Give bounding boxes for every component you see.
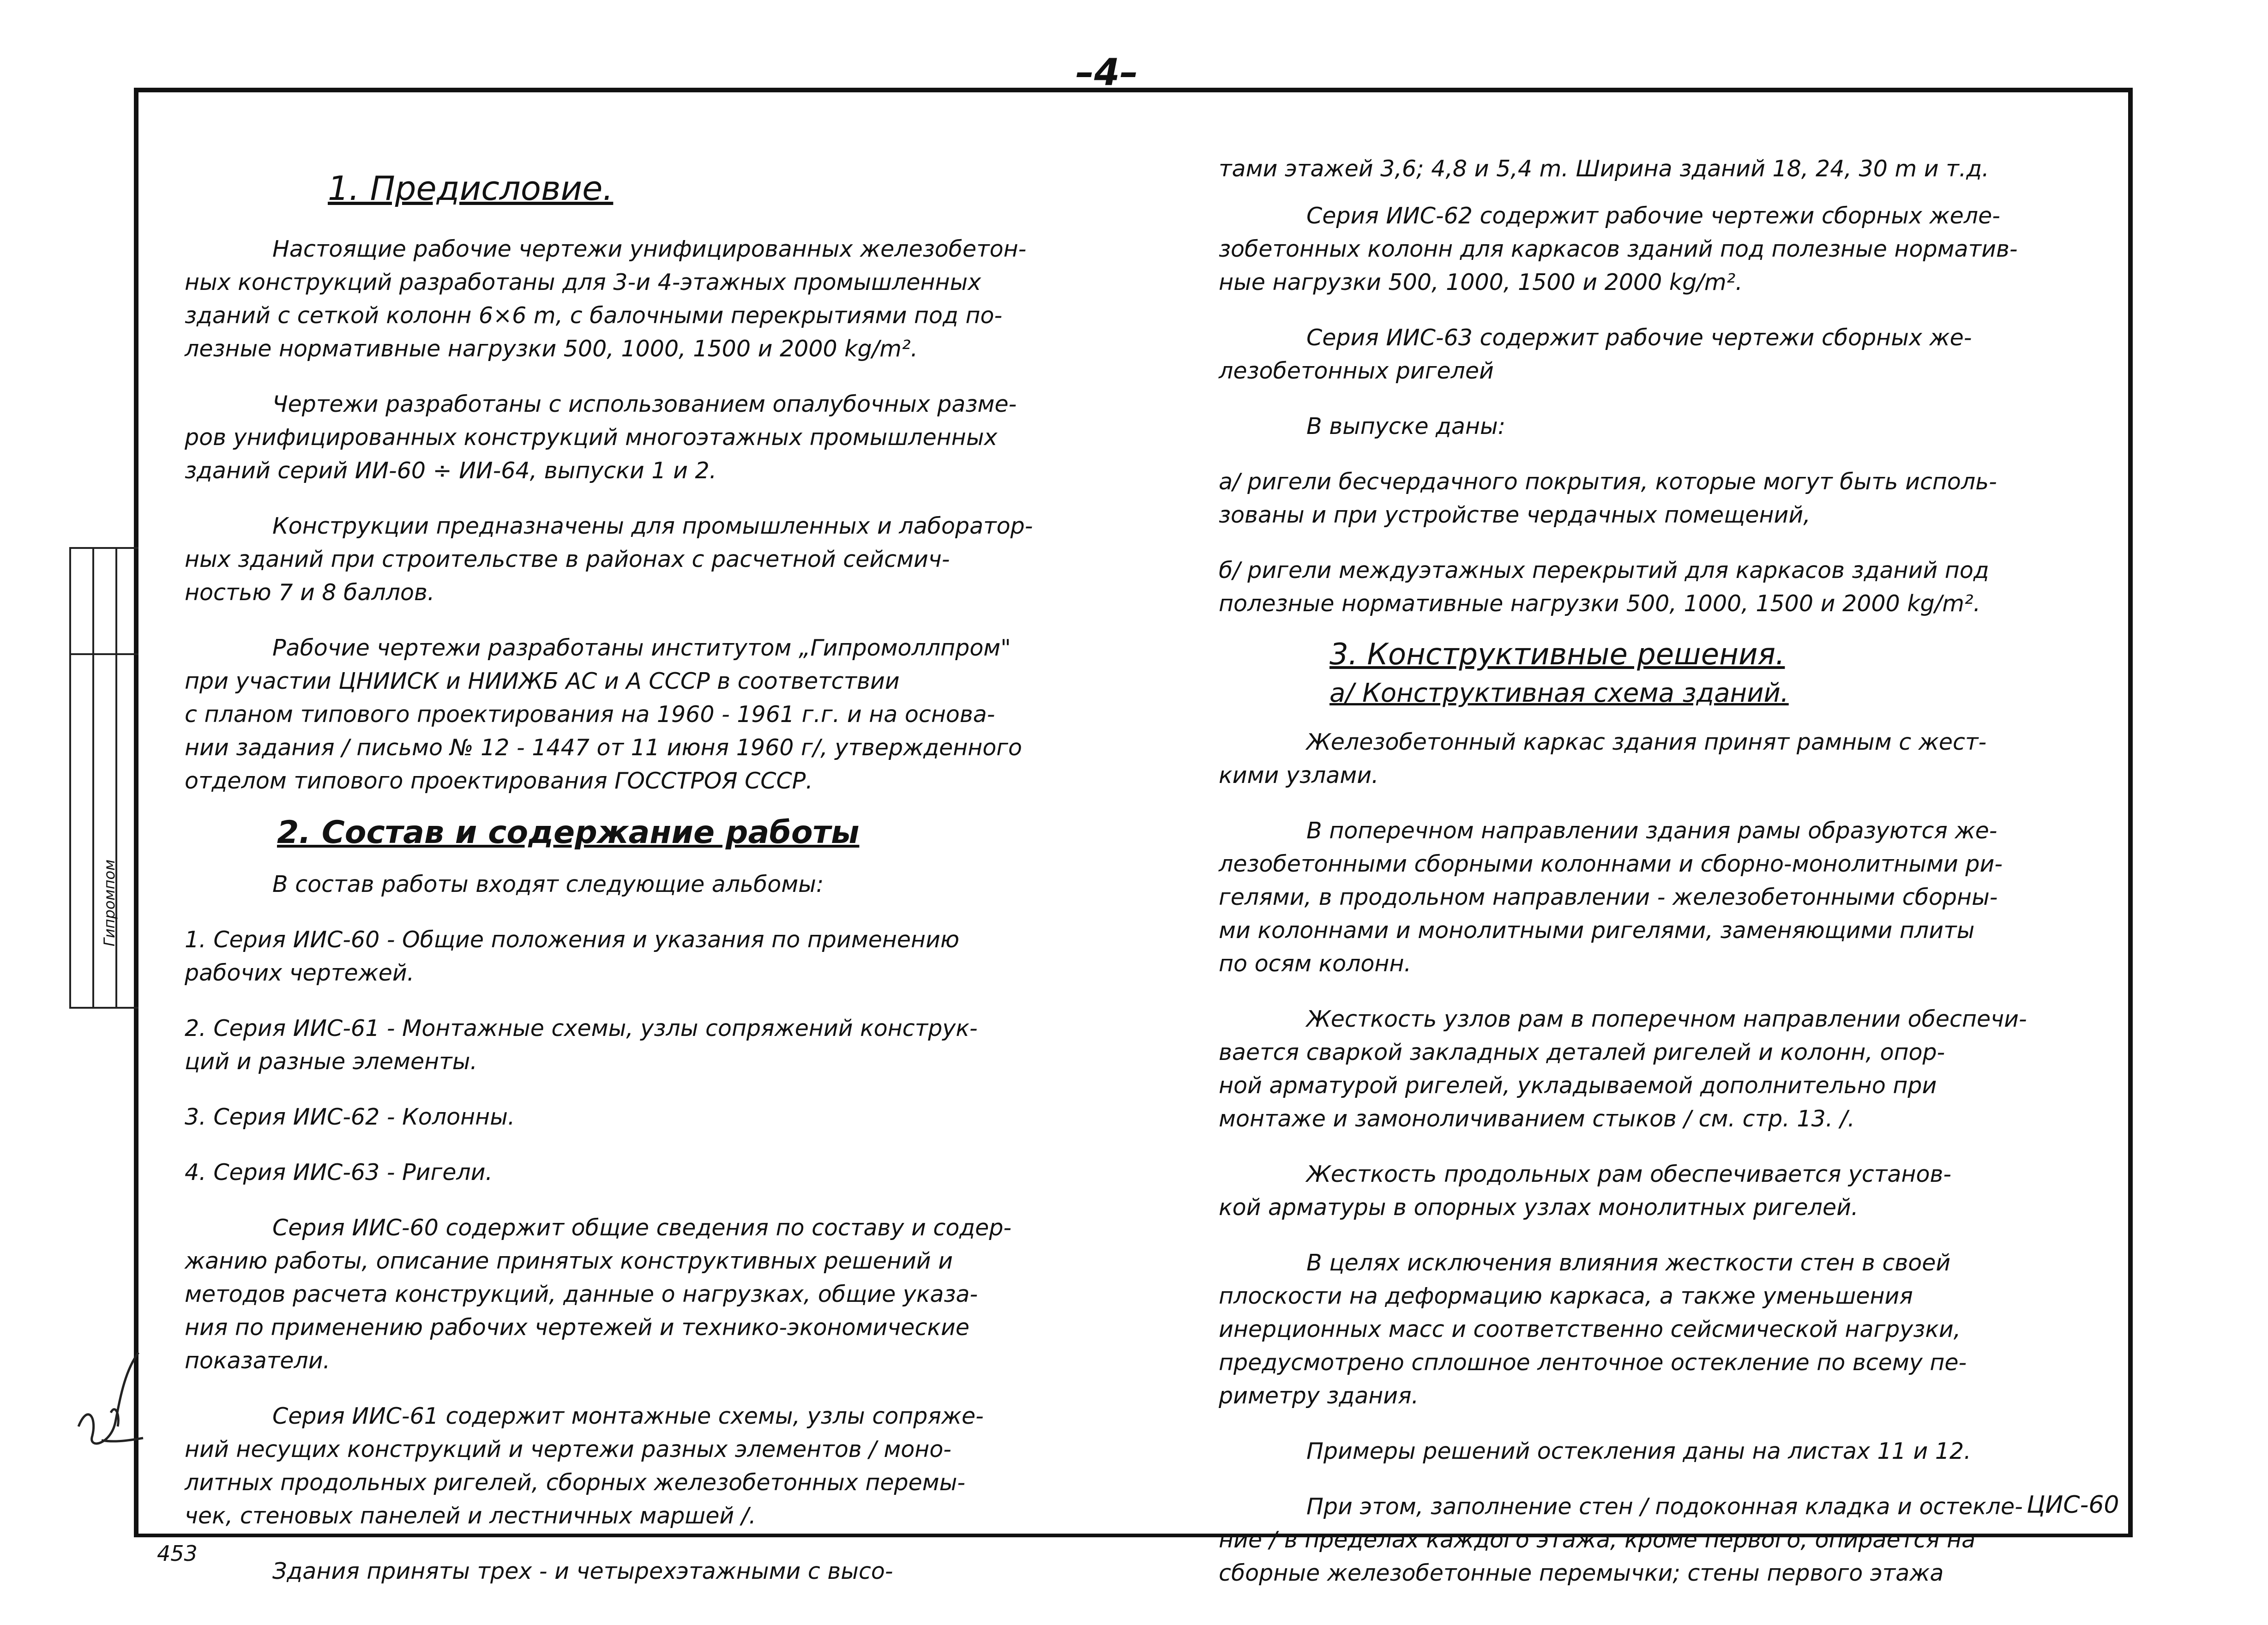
heading-constructive-solutions: 3. Конструктивные решения. xyxy=(1330,638,1785,672)
list-item: 4. Серия ИИС-63 - Ригели. xyxy=(185,1159,493,1186)
paragraph: Серия ИИС-60 содержит общие сведения по составу и содер- жанию работы, описание принятых конструктивных решений и методов расчета конструкций, данные о нагрузках, общие указа- ния по применению рабочих чертежей и технико-экономические показатели. xyxy=(185,1215,1012,1374)
stamp-label: Гипромпом xyxy=(101,859,118,946)
paragraph: В состав работы входят следующие альбомы: xyxy=(272,871,824,897)
paragraph: При этом, заполнение стен / подоконная кладка и остекле- ние / в пределах каждого этажа, кроме первого, опирается на сборные железобетонные перемычки; стены первого этажа xyxy=(1219,1493,2023,1586)
paragraph: тами этажей 3,6; 4,8 и 5,4 m. Ширина зданий 18, 24, 30 m и т.д. xyxy=(1219,156,1989,182)
stamp-line xyxy=(69,547,138,549)
paragraph: Здания приняты трех - и четырехэтажными с высо- xyxy=(272,1558,893,1584)
paragraph: Жесткость узлов рам в поперечном направлении обеспечи- вается сваркой закладных деталей ригелей и колонн, опор- ной арматурой ригелей, укладываемой дополнительно при монтаже и замоноличиванием стыков / см. стр. 13. /. xyxy=(1219,1006,2027,1132)
right-column xyxy=(1219,138,2133,1590)
left-column xyxy=(185,138,1163,1588)
list-item: 3. Серия ИИС-62 - Колонны. xyxy=(185,1104,515,1130)
paragraph: Чертежи разработаны с использованием опалубочных разме- ров унифицированных конструкций многоэтажных промышленных зданий серий ИИ-60 ÷ ИИ-64, выпуски 1 и 2. xyxy=(185,391,1017,484)
sheet-number: 453 xyxy=(157,1541,198,1566)
paragraph: В поперечном направлении здания рамы образуются же- лезобетонными сборными колоннами и сборно-монолитными ри- гелями, в продольном направлении - железобетонными сборны- ми колоннами и монолитными ригелями, заменяющими плиты по осям колонн. xyxy=(1219,818,2003,977)
signature-icon xyxy=(69,1334,148,1454)
heading-composition: 2. Состав и содержание работы xyxy=(277,814,860,851)
list-item: б/ ригели междуэтажных перекрытий для каркасов зданий под полезные нормативные нагрузки 500, 1000, 1500 и 2000 kg/m². xyxy=(1219,557,1989,617)
paragraph: Примеры решений остекления даны на листах 11 и 12. xyxy=(1306,1438,1971,1464)
stamp-line xyxy=(92,547,94,1009)
paragraph: Серия ИИС-61 содержит монтажные схемы, узлы сопряже- ний несущих конструкций и чертежи разных элементов / моно- литных продольных ригелей, сборных железобетонных перемы- чек, стеновых панелей и лестничных маршей /. xyxy=(185,1403,984,1529)
paragraph: Конструкции предназначены для промышленных и лаборатор- ных зданий при строительстве в районах с расчетной сейсмич- ностью 7 и 8 баллов. xyxy=(185,513,1033,606)
paragraph: Жесткость продольных рам обеспечивается установ- кой арматуры в опорных узлах монолитных ригелей. xyxy=(1219,1161,1952,1221)
paragraph: Железобетонный каркас здания принят рамным с жест- кими узлами. xyxy=(1219,729,1987,788)
list-item: 1. Серия ИИС-60 - Общие положения и указания по применению рабочих чертежей. xyxy=(185,927,960,986)
list-item: 2. Серия ИИС-61 - Монтажные схемы, узлы сопряжений конструк- ций и разные элементы. xyxy=(185,1015,978,1075)
stamp-line xyxy=(69,547,71,1009)
series-code: ЦИС-60 xyxy=(2027,1491,2119,1519)
stamp-line xyxy=(69,653,138,655)
paragraph: Настоящие рабочие чертежи унифицированных железобетон- ных конструкций разработаны для 3-и 4-этажных промышленных зданий с сеткой колонн 6×6 m, с балочными перекрытиями под по- лезные нормативные нагрузки 500, 1000, 1500 и 2000 kg/m². xyxy=(185,236,1027,362)
list-item: а/ ригели бесчердачного покрытия, которые могут быть исполь- зованы и при устройстве чердачных помещений, xyxy=(1219,469,1997,528)
page-number: –4– xyxy=(1076,51,1138,94)
stamp-line xyxy=(69,1007,138,1009)
paragraph: Серия ИИС-63 содержит рабочие чертежи сборных же- лезобетонных ригелей xyxy=(1219,325,1972,384)
paragraph: Серия ИИС-62 содержит рабочие чертежи сборных желе- зобетонных колонн для каркасов зданий под полезные норматив- ные нагрузки 500, 1000, 1500 и 2000 kg/m². xyxy=(1219,203,2018,295)
paragraph: Рабочие чертежи разработаны институтом „Гипромоллпром" при участии ЦНИИСК и НИИЖБ АС и А СССР в соответствии с планом типового проектирования на 1960 - 1961 г.г. и на основа- нии задания / письмо № 12 - 1447 от 11 июня 1960 г/, утвержденного отделом типового проектирования ГОССТРОЯ СССР. xyxy=(185,635,1023,794)
heading-structural-scheme: а/ Конструктивная схема зданий. xyxy=(1330,678,1789,708)
paragraph: В выпуске даны: xyxy=(1306,413,1506,439)
heading-preface: 1. Предисловие. xyxy=(328,169,614,208)
paragraph: В целях исключения влияния жесткости стен в своей плоскости на деформацию каркаса, а также уменьшения инерционных масс и соответственно сейсмической нагрузки, предусмотрено сплошное ленточное остекление по всему пе- риметру здания. xyxy=(1219,1250,1967,1409)
